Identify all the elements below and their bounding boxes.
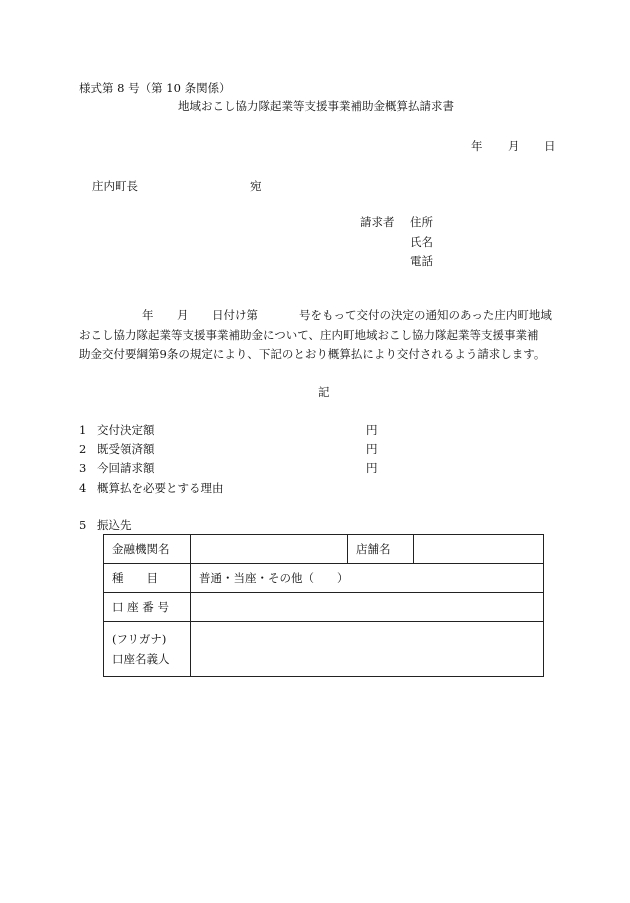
bank-account-table [103,534,544,677]
body-month: 月 [177,308,189,322]
table-row [104,535,544,564]
body-dated-no: 日付け第 [212,308,258,322]
item-label: 交付決定額 [97,423,155,437]
item-unit: 円 [366,423,378,437]
body-line3: 助金交付要綱第9条の規定により、下記のとおり概算払により交付されるよう請求します。 [79,347,546,361]
transfer-number: 5 [79,518,87,532]
branch-field[interactable] [414,535,544,564]
account-number-label: 口 座 番 号 [104,593,191,622]
transfer-label: 振込先 [97,518,132,532]
form-number: 様式第 8 号（第 10 条関係） [79,81,231,95]
item-number: 1 [79,423,87,437]
item-label: 今回請求額 [97,461,155,475]
table-row [104,564,544,593]
phone-label: 電話 [410,254,433,268]
holder-label: 口座名義人 [112,652,170,666]
date-year: 年 [471,139,483,153]
account-type-value[interactable]: 普通・当座・その他（ ） [191,564,544,593]
addressee-suffix: 宛 [250,179,262,193]
item-number: 3 [79,461,87,475]
table-row [104,593,544,622]
body-line2: おこし協力隊起業等支援事業補助金について、庄内町地域おこし協力隊起業等支援事業補 [79,328,539,342]
date-month: 月 [508,139,520,153]
addressee-name: 庄内町長 [92,179,138,193]
item-unit: 円 [366,461,378,475]
bank-name-field[interactable] [191,535,348,564]
table-row [104,622,544,677]
body-line1-rest: 号をもって交付の決定の通知のあった庄内町地域 [299,308,552,322]
account-type-label: 種 目 [104,564,191,593]
account-holder-label-cell [104,622,191,677]
ki-heading: 記 [318,385,330,399]
document-title: 地域おこし協力隊起業等支援事業補助金概算払請求書 [178,99,454,113]
item-number: 4 [79,481,87,495]
bank-name-label: 金融機関名 [104,535,191,564]
name-label: 氏名 [410,235,433,249]
item-unit: 円 [366,442,378,456]
furigana-label: (フリガナ) [112,632,167,646]
body-year: 年 [142,308,154,322]
item-label: 概算払を必要とする理由 [97,481,224,495]
branch-label: 店舗名 [348,535,414,564]
address-label: 住所 [410,215,433,229]
account-holder-field[interactable] [191,622,544,677]
account-number-field[interactable] [191,593,544,622]
item-number: 2 [79,442,87,456]
date-day: 日 [544,139,556,153]
item-label: 既受領済額 [97,442,155,456]
requester-label: 請求者 [360,215,395,229]
